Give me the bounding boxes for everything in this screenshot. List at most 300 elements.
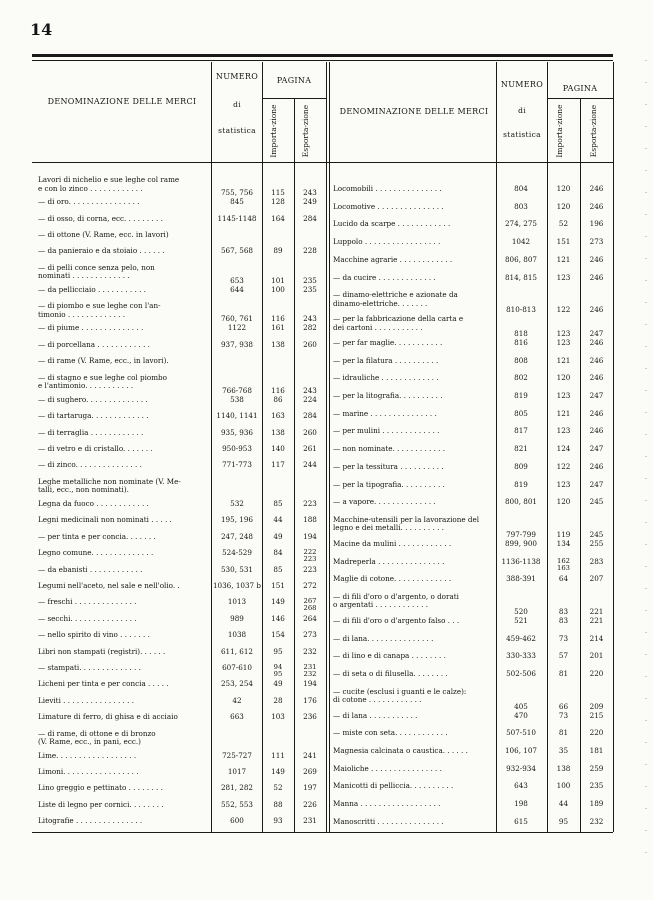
statistic-number: 1140, 1141 bbox=[216, 411, 258, 421]
statistic-number: 845 bbox=[230, 197, 244, 207]
page-edge-marks bbox=[645, 60, 647, 860]
item-name: — di piume . . . . . . . . . . . . . . bbox=[38, 324, 144, 333]
table-row bbox=[333, 593, 615, 617]
import-page: 44 bbox=[273, 515, 283, 525]
table-row bbox=[38, 768, 328, 784]
table-row bbox=[333, 747, 615, 765]
export-page: 246 bbox=[589, 355, 604, 365]
item-name: — stampati. . . . . . . . . . . . . . bbox=[38, 663, 141, 672]
item-name: — per la tessitura . . . . . . . . . . bbox=[333, 462, 444, 471]
import-page: 81 bbox=[558, 668, 569, 678]
table-row bbox=[333, 558, 615, 576]
import-page: 73 bbox=[558, 710, 569, 720]
item-name: Locomobili . . . . . . . . . . . . . . . bbox=[333, 185, 442, 193]
item-name: — di lana. . . . . . . . . . . . . . . bbox=[333, 634, 434, 643]
item-name: — di rame (V. Rame, ecc., in lavori). bbox=[38, 357, 169, 366]
export-page: 246 bbox=[589, 373, 604, 383]
statistic-number: 816 bbox=[514, 337, 528, 347]
right-importazione-label: Importa-zione bbox=[555, 104, 564, 158]
item-name: — per la filatura . . . . . . . . . . bbox=[333, 356, 439, 365]
export-page: 235 bbox=[303, 275, 317, 285]
export-page: 284 bbox=[303, 411, 317, 421]
import-page: 123 bbox=[556, 391, 571, 401]
statistic-number: 818 bbox=[514, 328, 528, 338]
import-page: 85 bbox=[273, 564, 283, 574]
export-page: 245 bbox=[589, 497, 604, 507]
export-page: 224 bbox=[303, 394, 317, 404]
import-page: 122 bbox=[556, 305, 571, 315]
table-row bbox=[333, 374, 615, 392]
statistic-number: 459-462 bbox=[506, 633, 536, 643]
statistic-number: 1017 bbox=[227, 767, 247, 777]
table-row bbox=[38, 478, 328, 500]
export-page: 235 bbox=[303, 284, 317, 294]
export-page: 246 bbox=[589, 184, 604, 193]
export-page: 247 bbox=[589, 391, 604, 401]
left-pagina-label: PAGINA bbox=[276, 76, 312, 85]
statistic-number: 1013 bbox=[227, 597, 247, 607]
table-row bbox=[38, 429, 328, 445]
import-page: 120 bbox=[556, 373, 571, 383]
import-page: 138 bbox=[271, 339, 285, 349]
export-page: 249 bbox=[303, 197, 317, 207]
statistic-number: 405 bbox=[514, 701, 528, 711]
item-name: — secchi. . . . . . . . . . . . . . . bbox=[38, 614, 137, 623]
import-page: 116 bbox=[271, 314, 285, 324]
table-row bbox=[38, 713, 328, 729]
table-row bbox=[38, 566, 328, 582]
import-page: 123 bbox=[556, 328, 571, 338]
statistic-number: 800, 801 bbox=[504, 497, 537, 507]
right-column-title: DENOMINAZIONE DELLE MERCI bbox=[339, 107, 489, 116]
table-row bbox=[38, 341, 328, 357]
import-page: 49 bbox=[273, 531, 283, 541]
table-row bbox=[333, 392, 615, 410]
statistic-number: 653 bbox=[230, 275, 244, 285]
statistic-number: 507-510 bbox=[506, 728, 536, 738]
export-page: 235 bbox=[589, 781, 604, 791]
statistic-number: 281, 282 bbox=[220, 783, 253, 793]
import-page: 95 bbox=[273, 646, 283, 656]
table-row bbox=[333, 712, 615, 730]
export-page: 283 bbox=[589, 556, 604, 566]
statistic-number: 935, 936 bbox=[220, 427, 253, 437]
import-page: 123 bbox=[556, 272, 571, 282]
export-page: 243 bbox=[303, 314, 317, 324]
item-name: Maglie di cotone. . . . . . . . . . . . . bbox=[333, 575, 452, 584]
statistic-number: 530, 531 bbox=[220, 564, 253, 574]
import-page: 120 bbox=[556, 497, 571, 507]
statistic-number: 532 bbox=[230, 498, 244, 508]
item-name: Legni medicinali non nominati . . . . . bbox=[38, 516, 172, 525]
import-page: 101 bbox=[271, 275, 285, 285]
item-name: — per la fabbricazione della carta e dei cartoni . . . . . . . . . . . bbox=[333, 315, 464, 332]
item-name: — di porcellana . . . . . . . . . . . . bbox=[38, 340, 150, 349]
import-page: 115 bbox=[271, 188, 285, 198]
import-page: 120 bbox=[556, 201, 571, 211]
import-page: 121 bbox=[556, 355, 571, 365]
statistic-number: 611, 612 bbox=[220, 646, 253, 656]
item-name: — di pelli conce senza pelo, non nominati . . . . . . . . . . . . . bbox=[38, 263, 155, 281]
left-esportazione-label: Esporta-zione bbox=[301, 104, 310, 158]
statistic-number: 1136-1138 bbox=[501, 556, 541, 566]
left-importazione-label: Importa-zione bbox=[269, 104, 278, 158]
right-numero-di: di bbox=[518, 106, 526, 115]
export-page: 261 bbox=[303, 443, 317, 453]
item-name: — di lana . . . . . . . . . . . bbox=[333, 711, 418, 720]
export-page: 269 bbox=[303, 767, 317, 777]
export-page: 207 bbox=[589, 574, 604, 584]
left-numero-di: di bbox=[233, 100, 241, 109]
statistic-number: 814, 815 bbox=[504, 272, 537, 282]
export-page: 273 bbox=[303, 630, 317, 640]
statistic-number: 808 bbox=[514, 355, 528, 365]
export-page: 247 bbox=[589, 328, 604, 338]
item-name: Madreperla . . . . . . . . . . . . . . . bbox=[333, 557, 445, 566]
item-name: — per tinta e per concia. . . . . . . bbox=[38, 532, 156, 541]
statistic-number: 766-768 bbox=[222, 385, 252, 395]
export-page: 246 bbox=[589, 272, 604, 282]
export-page: 196 bbox=[589, 219, 604, 229]
export-page: 188 bbox=[303, 515, 317, 525]
table-row bbox=[38, 631, 328, 647]
statistic-number: 760, 761 bbox=[220, 314, 253, 324]
item-name: — da panieraio e da stoiaio . . . . . . bbox=[38, 247, 165, 256]
item-name: Lavori di nichelio e sue leghe col rame e con lo zinco . . . . . . . . . . . . bbox=[38, 176, 180, 193]
import-page: 123 bbox=[556, 337, 571, 347]
export-page: 181 bbox=[589, 745, 604, 755]
item-name: Limoni. . . . . . . . . . . . . . . . . bbox=[38, 768, 139, 777]
table-row bbox=[333, 729, 615, 747]
import-page: 52 bbox=[558, 219, 569, 229]
export-page: 176 bbox=[303, 695, 317, 705]
export-page: 232 bbox=[589, 816, 604, 826]
item-name: Lucido da scarpe . . . . . . . . . . . . bbox=[333, 220, 451, 229]
table-row bbox=[333, 357, 615, 375]
import-page: 123 bbox=[556, 479, 571, 489]
item-name: Macine da mulini . . . . . . . . . . . . bbox=[333, 539, 452, 548]
item-name: Lieviti . . . . . . . . . . . . . . . . bbox=[38, 696, 134, 705]
import-page: 84 bbox=[273, 548, 283, 558]
table-row bbox=[333, 481, 615, 499]
table-row bbox=[38, 461, 328, 477]
item-name: — da cucire . . . . . . . . . . . . . bbox=[333, 273, 436, 282]
import-page: 100 bbox=[271, 284, 285, 294]
export-page: 214 bbox=[589, 633, 604, 643]
page-number: 14 bbox=[30, 20, 53, 39]
table-row bbox=[333, 617, 615, 635]
import-page: 140 bbox=[271, 443, 285, 453]
item-name: Lime. . . . . . . . . . . . . . . . . . bbox=[38, 751, 137, 760]
table-row bbox=[38, 752, 328, 768]
item-name: — cucite (esclusi i guanti e le calze): di cotone . . . . . . . . . . . . bbox=[333, 687, 467, 705]
item-name: — di osso, di corna, ecc. . . . . . . . . bbox=[38, 214, 163, 223]
export-page: 231 232 bbox=[303, 662, 317, 678]
export-page: 231 bbox=[303, 816, 317, 826]
table-row bbox=[333, 203, 615, 221]
header-bottom-rule bbox=[32, 162, 613, 163]
item-name: Magnesia calcinata o caustica. . . . . . bbox=[333, 746, 468, 755]
export-page: 201 bbox=[589, 651, 604, 661]
import-page: 134 bbox=[556, 538, 571, 548]
table-row bbox=[333, 427, 615, 445]
export-page: 272 bbox=[303, 580, 317, 590]
statistic-number: 809 bbox=[514, 461, 528, 471]
item-name: — da pellicciaio . . . . . . . . . . . bbox=[38, 285, 146, 294]
export-page: 189 bbox=[589, 799, 604, 809]
export-page: 246 bbox=[589, 426, 604, 436]
table-row bbox=[38, 697, 328, 713]
item-name: Manna . . . . . . . . . . . . . . . . . . bbox=[333, 800, 441, 809]
export-page: 273 bbox=[589, 237, 604, 247]
item-name: Lino greggio e pettinato . . . . . . . . bbox=[38, 784, 163, 793]
export-page: 255 bbox=[589, 538, 604, 548]
table-row bbox=[333, 463, 615, 481]
item-name: — dinamo-elettriche e azionate da dinamo-elettriche. . . . . . . bbox=[333, 291, 458, 308]
table-row bbox=[333, 765, 615, 783]
table-row bbox=[333, 339, 615, 357]
table-row bbox=[38, 784, 328, 800]
table-row bbox=[38, 324, 328, 340]
table-row bbox=[38, 176, 328, 198]
statistic-number: 804 bbox=[514, 184, 528, 193]
statistic-number: 524-529 bbox=[222, 548, 252, 558]
table-row bbox=[333, 238, 615, 256]
left-numero-statistica: statistica bbox=[218, 126, 256, 135]
table-row bbox=[38, 598, 328, 614]
statistic-number: 552, 553 bbox=[220, 799, 253, 809]
export-page: 246 bbox=[589, 461, 604, 471]
center-divider bbox=[329, 62, 330, 832]
export-page: 243 bbox=[303, 188, 317, 198]
import-page: 154 bbox=[271, 630, 285, 640]
import-page: 162 163 bbox=[557, 556, 570, 572]
statistic-number: 1042 bbox=[511, 237, 531, 247]
table-row bbox=[333, 635, 615, 653]
import-page: 151 bbox=[556, 237, 571, 247]
statistic-number: 1038 bbox=[227, 630, 247, 640]
statistic-number: 817 bbox=[514, 426, 528, 436]
table-row bbox=[333, 782, 615, 800]
export-page: 260 bbox=[303, 427, 317, 437]
import-page: 163 bbox=[271, 411, 285, 421]
statistic-number: 989 bbox=[230, 613, 244, 623]
import-page: 164 bbox=[271, 213, 285, 223]
export-page: 197 bbox=[303, 783, 317, 793]
import-page: 111 bbox=[271, 750, 285, 760]
item-name: Limature di ferro, di ghisa e di acciaio bbox=[38, 713, 178, 722]
statistic-number: 803 bbox=[514, 201, 528, 211]
import-page: 89 bbox=[273, 246, 283, 256]
item-name: Legumi nell'aceto, nel sale e nell'olio. . bbox=[38, 581, 180, 590]
import-page: 103 bbox=[271, 712, 285, 722]
export-page: 259 bbox=[589, 763, 604, 773]
import-page: 151 bbox=[271, 580, 285, 590]
statistic-number: 388-391 bbox=[506, 574, 536, 584]
import-page: 119 bbox=[556, 529, 571, 539]
export-page: 226 bbox=[303, 799, 317, 809]
import-page: 121 bbox=[556, 408, 571, 418]
top-rule-thin bbox=[32, 60, 613, 61]
table-row bbox=[38, 801, 328, 817]
table-row bbox=[333, 800, 615, 818]
item-name: — per la litografia. . . . . . . . . . bbox=[333, 392, 443, 401]
statistic-number: 802 bbox=[514, 373, 528, 383]
export-page: 246 bbox=[589, 254, 604, 264]
import-page: 85 bbox=[273, 498, 283, 508]
statistic-number: 538 bbox=[230, 394, 244, 404]
item-name: — di piombo e sue leghe con l'an- timonio . . . . . . . . . . . . . bbox=[38, 302, 161, 319]
item-name: Manoscritti . . . . . . . . . . . . . . . bbox=[333, 817, 444, 826]
item-name: — a vapore. . . . . . . . . . . . . . bbox=[333, 498, 436, 507]
export-page: 221 bbox=[589, 615, 604, 625]
right-esportazione-label: Esporta-zione bbox=[589, 104, 598, 158]
table-row bbox=[38, 648, 328, 664]
export-page: 244 bbox=[303, 460, 317, 470]
statistic-number: 521 bbox=[514, 615, 528, 625]
export-page: 247 bbox=[589, 444, 604, 454]
import-page: 83 bbox=[558, 606, 569, 616]
table-row bbox=[333, 516, 615, 540]
import-page: 120 bbox=[556, 184, 571, 193]
left-numero-label: NUMERO bbox=[215, 72, 259, 81]
import-page: 35 bbox=[558, 745, 569, 755]
item-name: Maioliche . . . . . . . . . . . . . . . . bbox=[333, 764, 442, 773]
export-page: 194 bbox=[303, 531, 317, 541]
item-name: — di fili d'oro o d'argento falso . . . bbox=[333, 616, 460, 625]
table-row bbox=[333, 315, 615, 339]
item-name: — da ebanisti . . . . . . . . . . . . bbox=[38, 565, 143, 574]
export-page: 246 bbox=[589, 337, 604, 347]
import-page: 64 bbox=[558, 574, 569, 584]
statistic-number: 1036, 1037 b bbox=[212, 580, 262, 590]
statistic-number: 247, 248 bbox=[220, 531, 253, 541]
export-page: 241 bbox=[303, 750, 317, 760]
table-row bbox=[38, 231, 328, 247]
right-numero-statistica: statistica bbox=[503, 130, 541, 139]
statistic-number: 253, 254 bbox=[220, 679, 253, 689]
statistic-number: 932-934 bbox=[506, 763, 536, 773]
import-page: 86 bbox=[273, 394, 283, 404]
statistic-number: 819 bbox=[514, 479, 528, 489]
import-page: 117 bbox=[271, 460, 285, 470]
item-name: — di fili d'oro o d'argento, o dorati o argentati . . . . . . . . . . . . bbox=[333, 592, 459, 610]
import-page: 149 bbox=[271, 597, 285, 607]
export-page: 222 223 bbox=[303, 548, 317, 564]
export-page: 264 bbox=[303, 613, 317, 623]
right-pagina-label: PAGINA bbox=[562, 84, 598, 93]
import-page: 52 bbox=[273, 783, 283, 793]
export-page: 220 bbox=[589, 728, 604, 738]
table-row bbox=[38, 215, 328, 231]
statistic-number: 937, 938 bbox=[220, 339, 253, 349]
table-row bbox=[38, 500, 328, 516]
export-page: 215 bbox=[589, 710, 604, 720]
statistic-number: 615 bbox=[514, 816, 528, 826]
export-page: 246 bbox=[589, 201, 604, 211]
statistic-number: 806, 807 bbox=[504, 254, 537, 264]
item-name: Luppolo . . . . . . . . . . . . . . . . . bbox=[333, 238, 441, 247]
item-name: — di seta o di filusella. . . . . . . . bbox=[333, 669, 448, 678]
item-name: Libri non stampati (registri). . . . . . bbox=[38, 647, 166, 656]
table-row bbox=[38, 396, 328, 412]
statistic-number: 470 bbox=[514, 710, 528, 720]
statistic-number: 663 bbox=[230, 712, 244, 722]
import-page: 138 bbox=[556, 763, 571, 773]
statistic-number: 195, 196 bbox=[220, 515, 253, 525]
import-page: 116 bbox=[271, 385, 285, 395]
table-row bbox=[38, 374, 328, 396]
table-row bbox=[333, 688, 615, 712]
item-name: — di vetro e di cristallo. . . . . . . bbox=[38, 444, 153, 453]
statistic-number: 644 bbox=[230, 284, 244, 294]
statistic-number: 771-773 bbox=[222, 460, 252, 470]
import-page: 44 bbox=[558, 799, 569, 809]
item-name: Licheni per tinta e per concia . . . . . bbox=[38, 680, 169, 689]
statistic-number: 502-506 bbox=[506, 668, 536, 678]
table-row bbox=[38, 615, 328, 631]
table-row bbox=[38, 680, 328, 696]
table-row bbox=[38, 582, 328, 598]
item-name: Macchine-utensili per la lavorazione del legno e dei metalli. . . . . . . . . . bbox=[333, 515, 480, 533]
item-name: — di stagno e sue leghe col piombo e l'antimonio. . . . . . . . . . . bbox=[38, 373, 167, 391]
table-row bbox=[38, 817, 328, 833]
import-page: 124 bbox=[556, 444, 571, 454]
statistic-number: 42 bbox=[232, 695, 242, 705]
import-page: 146 bbox=[271, 613, 285, 623]
table-row bbox=[38, 247, 328, 263]
export-page: 223 bbox=[303, 564, 317, 574]
item-name: Legna da fuoco . . . . . . . . . . . . bbox=[38, 499, 149, 508]
export-page: 260 bbox=[303, 339, 317, 349]
table-row bbox=[38, 533, 328, 549]
right-numero-label: NUMERO bbox=[500, 80, 544, 89]
export-page: 284 bbox=[303, 213, 317, 223]
item-name: Liste di legno per cornici. . . . . . . . bbox=[38, 800, 164, 809]
import-page: 88 bbox=[273, 799, 283, 809]
statistic-number: 810-813 bbox=[506, 305, 536, 315]
statistic-number: 950-953 bbox=[222, 443, 252, 453]
export-page: 223 bbox=[303, 498, 317, 508]
import-page: 123 bbox=[556, 426, 571, 436]
export-page: 247 bbox=[589, 479, 604, 489]
item-name: — idrauliche . . . . . . . . . . . . . bbox=[333, 374, 439, 383]
statistic-number: 600 bbox=[230, 816, 244, 826]
item-name: Locomotive . . . . . . . . . . . . . . . bbox=[333, 202, 444, 211]
table-row bbox=[333, 185, 615, 203]
table-row bbox=[333, 291, 615, 315]
export-page: 209 bbox=[589, 701, 604, 711]
table-row bbox=[38, 302, 328, 324]
import-page: 66 bbox=[558, 701, 569, 711]
statistic-number: 1122 bbox=[227, 323, 247, 333]
table-row bbox=[38, 264, 328, 286]
statistic-number: 607-610 bbox=[222, 662, 252, 672]
table-row bbox=[38, 549, 328, 565]
item-name: — di oro. . . . . . . . . . . . . . . . bbox=[38, 198, 140, 207]
table-row bbox=[333, 445, 615, 463]
export-page: 220 bbox=[589, 668, 604, 678]
import-page: 94 95 bbox=[273, 662, 283, 678]
item-name: — di terraglia . . . . . . . . . . . . bbox=[38, 428, 144, 437]
item-name: — di lino e di canapa . . . . . . . . bbox=[333, 652, 446, 661]
import-page: 138 bbox=[271, 427, 285, 437]
table-row bbox=[38, 412, 328, 428]
export-page: 228 bbox=[303, 246, 317, 256]
table-row bbox=[38, 286, 328, 302]
statistic-number: 805 bbox=[514, 408, 528, 418]
statistic-number: 567, 568 bbox=[220, 246, 253, 256]
